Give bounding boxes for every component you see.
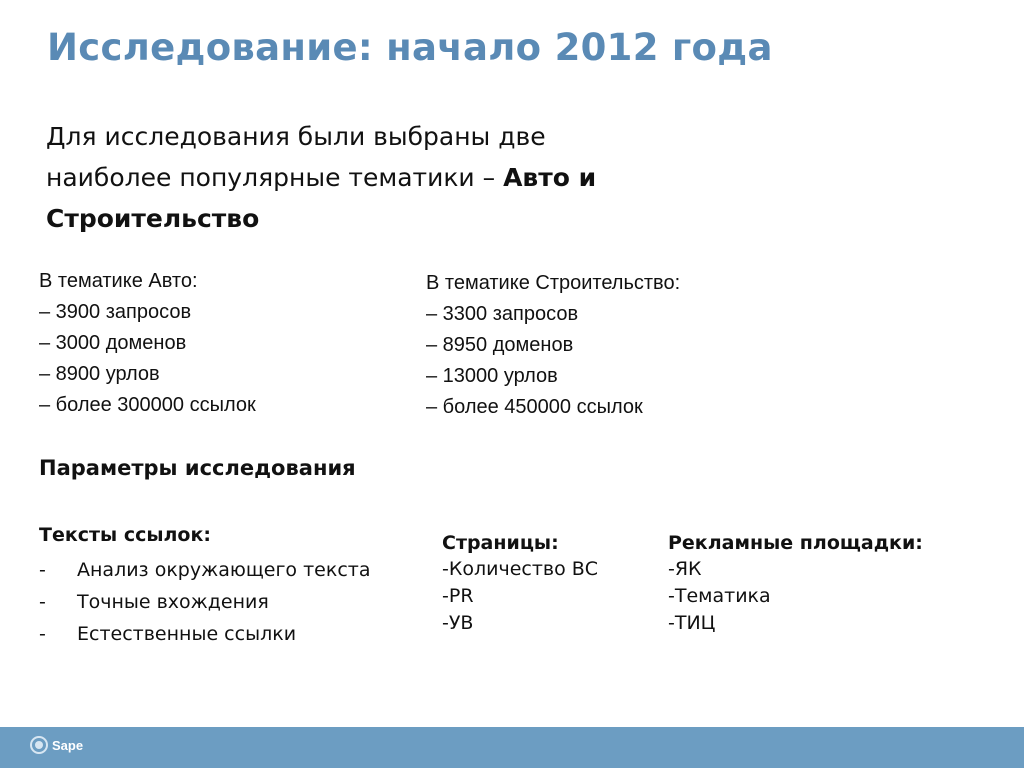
building-stats: [426, 268, 680, 423]
ad-sites-group: [668, 530, 923, 637]
building-stat-item: – 13000 урлов: [426, 365, 558, 387]
pages-heading: Страницы:: [442, 532, 559, 554]
list-item: [39, 618, 370, 650]
link-texts-group: [39, 524, 370, 650]
slide-title: Исследование: начало 2012 года: [47, 26, 773, 69]
building-stat-item: – 3300 запросов: [426, 303, 579, 325]
building-stats-heading: В тематике Строительство:: [426, 272, 681, 294]
list-item-text: Анализ окружающего текста: [77, 559, 371, 581]
auto-stat-item: – 3000 доменов: [39, 332, 187, 354]
pages-group: [442, 530, 598, 637]
list-item: [39, 554, 370, 586]
list-item-text: Точные вхождения: [77, 591, 269, 613]
intro-topic-building: Строительство: [46, 204, 260, 233]
list-item: -УВ: [442, 612, 474, 634]
list-item: -Количество ВС: [442, 558, 599, 580]
footer-bar: [0, 727, 1024, 768]
intro-text: [46, 116, 686, 239]
sape-logo: [30, 736, 83, 754]
auto-stats: [39, 266, 256, 421]
ad-sites-heading: Рекламные площадки:: [668, 532, 923, 554]
intro-line-1: Для исследования были выбраны две: [46, 122, 546, 151]
list-item: -ТИЦ: [668, 612, 716, 634]
building-stat-item: – 8950 доменов: [426, 334, 574, 356]
intro-line-2-text: наиболее популярные тематики –: [46, 163, 504, 192]
intro-line-3: [46, 198, 686, 239]
list-item: [39, 586, 370, 618]
intro-line-2: [46, 157, 686, 198]
list-item: -PR: [442, 585, 474, 607]
logo-text: Sape: [52, 737, 84, 753]
intro-topic-auto: Авто и: [503, 163, 597, 192]
list-item: -ЯК: [668, 558, 702, 580]
bullet-dash: -: [39, 559, 46, 581]
auto-stat-item: – более 300000 ссылок: [39, 394, 256, 416]
params-heading: Параметры исследования: [39, 456, 356, 480]
globe-icon: [30, 736, 48, 754]
list-item-text: Естественные ссылки: [77, 623, 297, 645]
building-stat-item: – более 450000 ссылок: [426, 396, 643, 418]
bullet-dash: -: [39, 591, 46, 613]
link-texts-heading: Тексты ссылок:: [39, 524, 211, 546]
auto-stat-item: – 3900 запросов: [39, 301, 192, 323]
auto-stats-heading: В тематике Авто:: [39, 270, 198, 292]
bullet-dash: -: [39, 623, 46, 645]
list-item: -Тематика: [668, 585, 771, 607]
auto-stat-item: – 8900 урлов: [39, 363, 160, 385]
